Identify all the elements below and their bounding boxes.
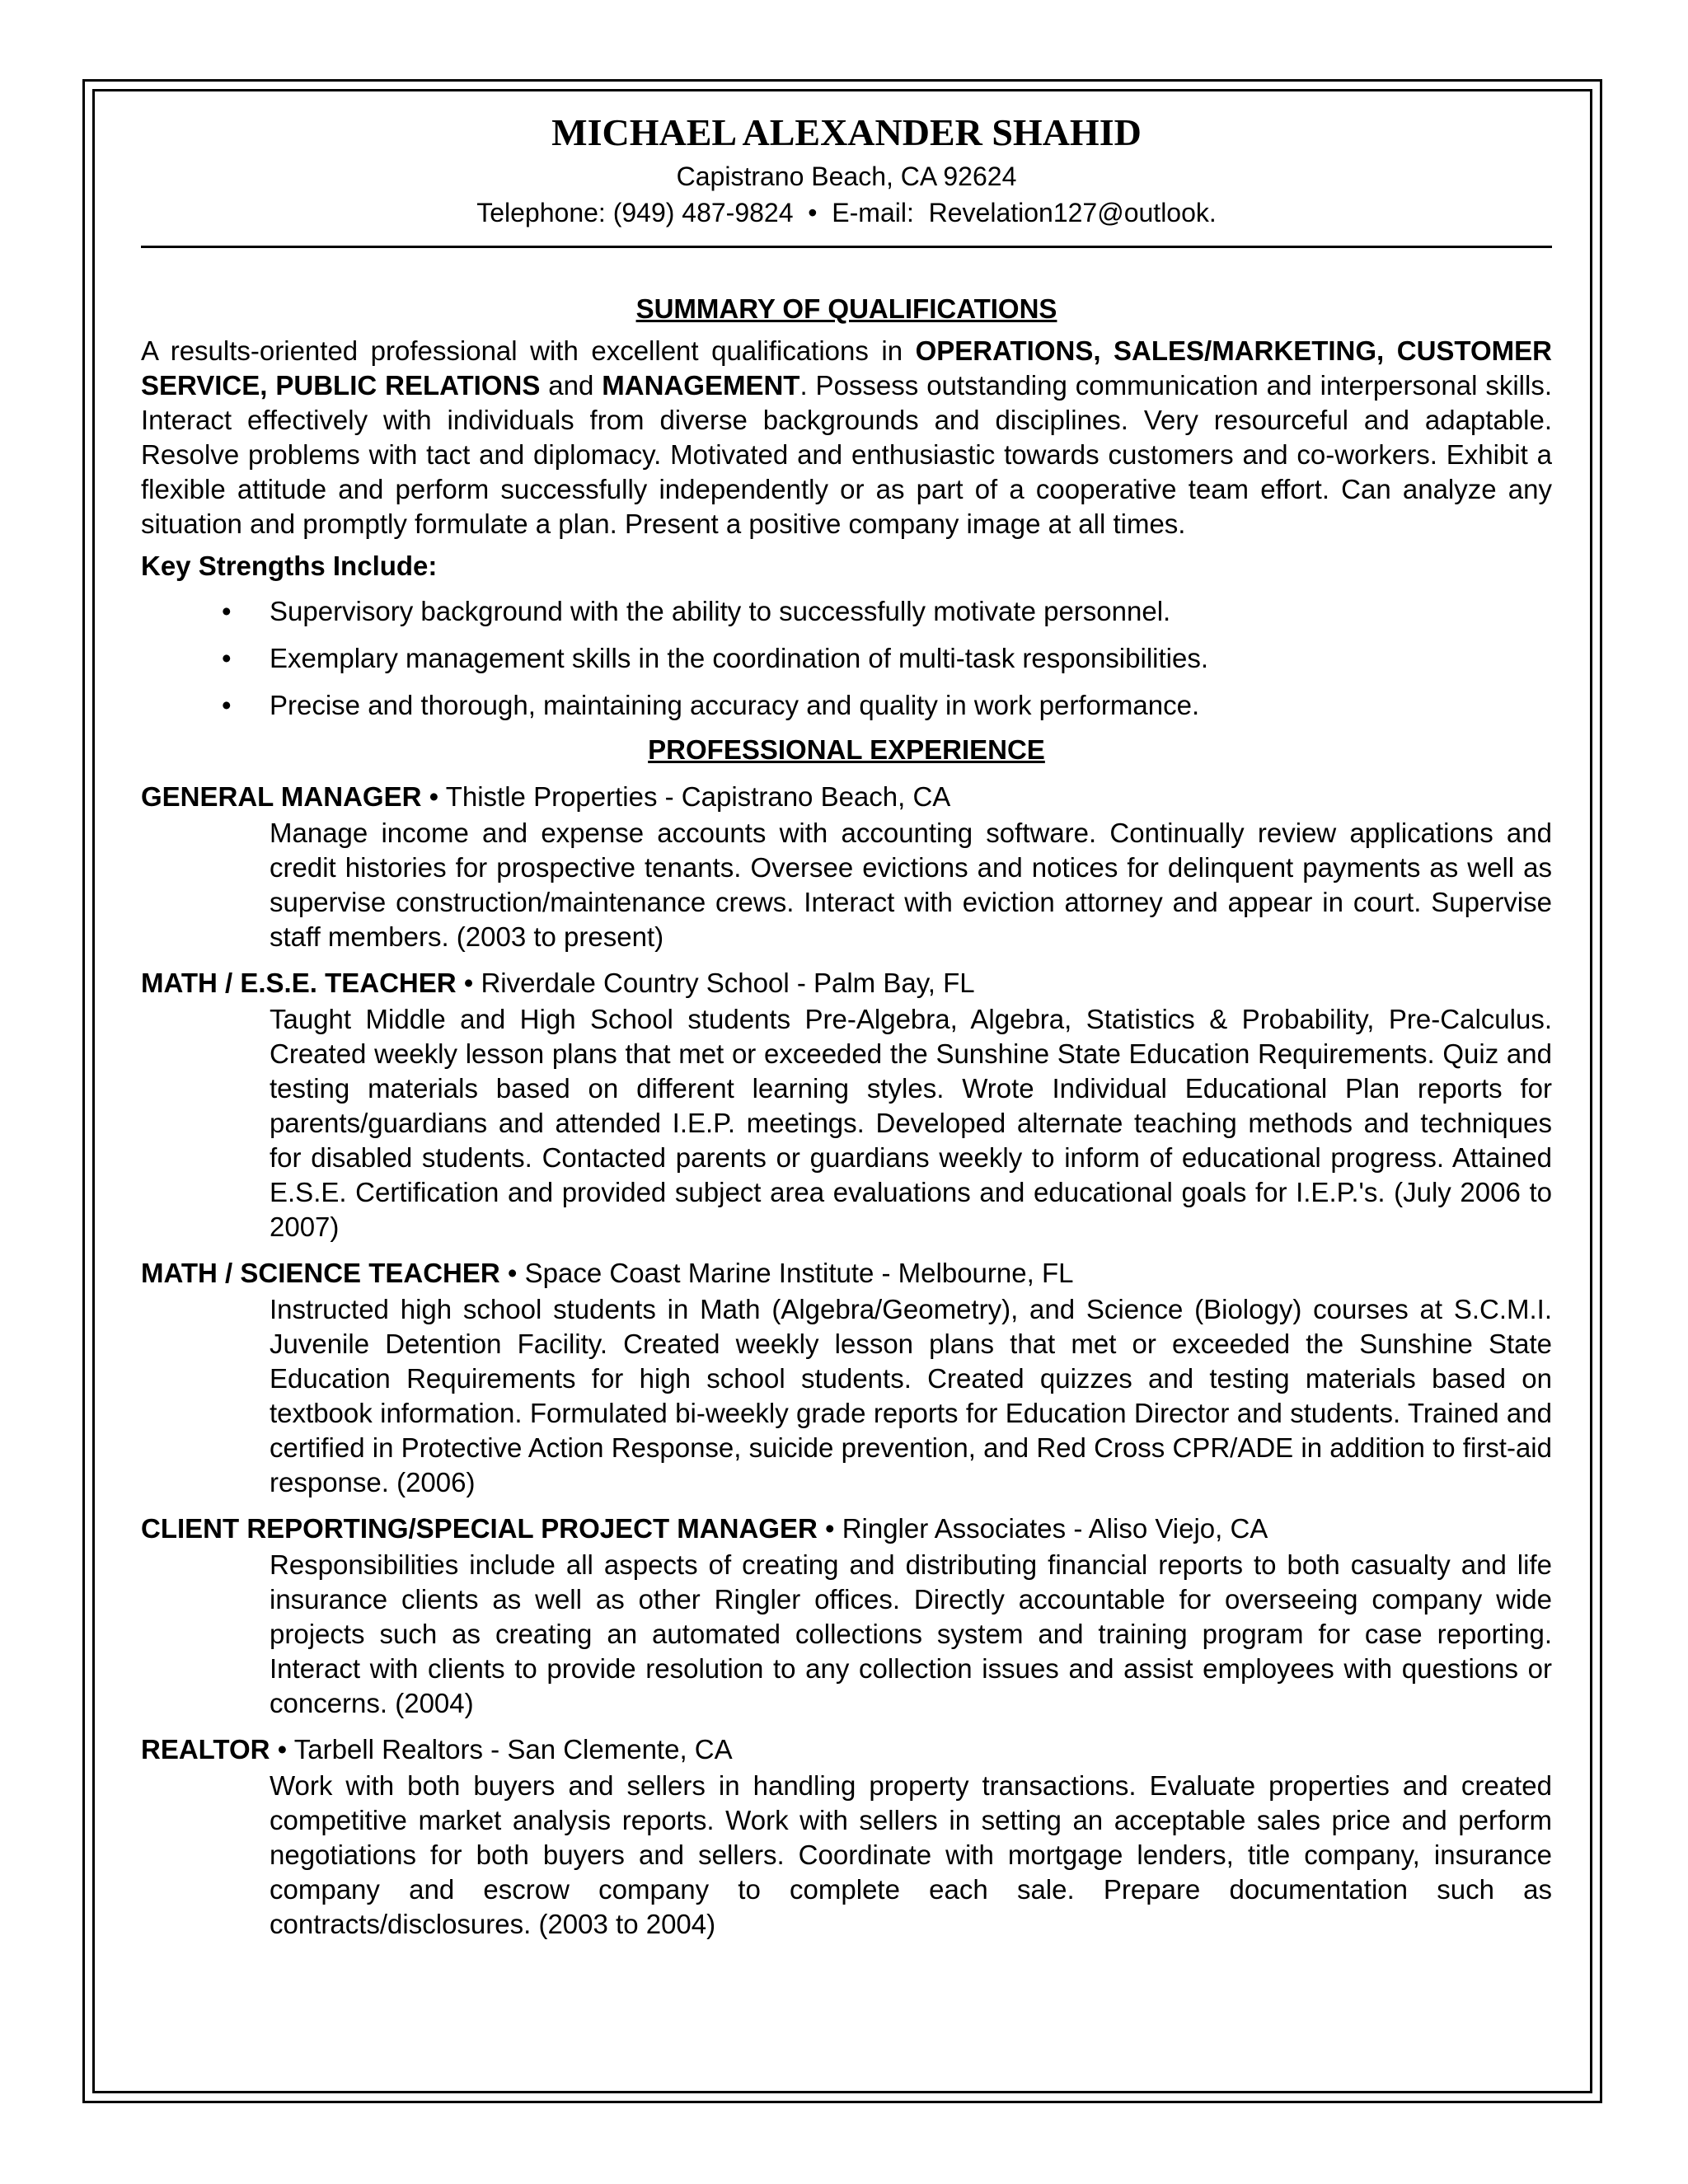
- job-description: Responsibilities include all aspects of creating and distributing financial reports to both casualty and life insurance clients as well as other Ringler offices. Directly accountable for overseeing company wide projects such as creating an automated collections system and training program for case reporting. Interact with clients to provide resolution to any collection issues and assist employees with questions or concerns. (2004): [270, 1549, 1552, 1718]
- job-title: CLIENT REPORTING/SPECIAL PROJECT MANAGER: [141, 1513, 818, 1544]
- list-item: • Exemplary management skills in the coordination of multi-task responsibilities.: [141, 635, 1552, 682]
- summary-management-bold: MANAGEMENT: [602, 370, 800, 401]
- bullet-icon: •: [222, 690, 232, 720]
- job-entry: [141, 1731, 1552, 1942]
- key-strengths-list: [141, 588, 1552, 729]
- email-address: Revelation127@outlook.: [928, 198, 1217, 227]
- list-item: • Supervisory background with the ability to successfully motivate personnel.: [141, 588, 1552, 635]
- job-entry: [141, 964, 1552, 1244]
- summary-paragraph: [141, 334, 1552, 541]
- summary-intro-1: A results-oriented professional with excellent qualifications in: [141, 335, 916, 366]
- phone-label: Telephone:: [476, 198, 606, 227]
- job-description: Work with both buyers and sellers in handling property transactions. Evaluate properties and created competitive market analysis reports. Work with sellers in setting an acceptable sales price and perform negotiations for both buyers and sellers. Coordinate with mortgage lenders, title company, insurance company and escrow company to complete each sale. Prepare documentation such as contracts/disclosures. (2003 to 2004): [270, 1770, 1552, 1939]
- job-separator: •: [499, 1258, 525, 1288]
- header-divider: [141, 246, 1552, 248]
- bullet-separator: •: [808, 198, 818, 227]
- job-separator: •: [421, 781, 446, 812]
- bullet-icon: •: [222, 596, 232, 626]
- job-title: MATH / E.S.E. TEACHER: [141, 968, 457, 998]
- job-separator: •: [817, 1513, 842, 1544]
- job-title: GENERAL MANAGER: [141, 781, 422, 812]
- job-company: Space Coast Marine Institute - Melbourne, FL: [524, 1258, 1074, 1288]
- job-company: Ringler Associates - Aliso Viejo, CA: [842, 1513, 1268, 1544]
- contact-line: [141, 194, 1552, 231]
- job-header: [141, 964, 1552, 1002]
- job-entry: [141, 778, 1552, 954]
- job-title: REALTOR: [141, 1734, 270, 1765]
- job-entry: [141, 1254, 1552, 1500]
- job-header: [141, 1510, 1552, 1548]
- key-strengths-heading: Key Strengths Include:: [141, 551, 438, 581]
- job-description: Instructed high school students in Math (Algebra/Geometry), and Science (Biology) courses at S.C.M.I. Juvenile Detention Facility. Created weekly lesson plans that met or exceeded the Sunshine State Education Requirements for high school students. Created quizzes and testing materials based on textbook information. Formulated bi-weekly grade reports for Education Director and students. Trained and certified in Protective Action Response, suicide prevention, and Red Cross CPR/ADE in addition to first-aid response. (2006): [270, 1294, 1552, 1497]
- job-header: [141, 778, 1552, 816]
- job-company: Riverdale Country School - Palm Bay, FL: [481, 968, 975, 998]
- bullet-icon: •: [222, 643, 232, 673]
- email-label: E-mail:: [832, 198, 914, 227]
- job-separator: •: [270, 1734, 294, 1765]
- phone-number: (949) 487-9824: [612, 198, 794, 227]
- experience-heading: PROFESSIONAL EXPERIENCE: [648, 734, 1045, 765]
- list-item: • Precise and thorough, maintaining accuracy and quality in work performance.: [141, 682, 1552, 729]
- candidate-name: MICHAEL ALEXANDER SHAHID: [551, 111, 1142, 153]
- job-header: [141, 1254, 1552, 1292]
- summary-body: . Possess outstanding communication and interpersonal skills. Interact effectively with individuals from diverse backgrounds and disciplines. Very resourceful and adaptable. Resolve problems with tact and diplomacy. Motivated and enthusiastic towards customers and co-workers. Exhibit a flexible attitude and perform successfully independently or as part of a cooperative team effort. Can analyze any situation and promptly formulate a plan. Present a positive company image at all times.: [141, 370, 1552, 539]
- job-title: MATH / SCIENCE TEACHER: [141, 1258, 500, 1288]
- summary-intro-2: and: [540, 370, 603, 401]
- job-company: Tarbell Realtors - San Clemente, CA: [293, 1734, 733, 1765]
- job-header: [141, 1731, 1552, 1769]
- job-description: Manage income and expense accounts with accounting software. Continually review applications and credit histories for prospective tenants. Oversee evictions and notices for delinquent payments as well as supervise construction/maintenance crews. Interact with eviction attorney and appear in court. Supervise staff members. (2003 to present): [270, 818, 1552, 952]
- address: Capistrano Beach, CA 92624: [676, 162, 1017, 191]
- summary-skills-bold: OPERATIONS, SALES/MARKETING, CUSTOMER SERVICE, PUBLIC RELATIONS: [141, 335, 1552, 401]
- job-separator: •: [456, 968, 481, 998]
- job-company: Thistle Properties - Capistrano Beach, CA: [445, 781, 951, 812]
- resume-page: [141, 107, 1552, 1942]
- job-description: Taught Middle and High School students Pre-Algebra, Algebra, Statistics & Probability, Pre-Calculus. Created weekly lesson plans that met or exceeded the Sunshine State Education Requirements. Quiz and testing materials based on different learning styles. Wrote Individual Educational Plan reports for parents/guardians and attended I.E.P. meetings. Developed alternate teaching methods and techniques for disabled students. Contacted parents or guardians weekly to inform of educational progress. Attained E.S.E. Certification and provided subject area evaluations and educational goals for I.E.P.'s. (July 2006 to 2007): [270, 1004, 1552, 1242]
- job-entry: [141, 1510, 1552, 1721]
- summary-heading: SUMMARY OF QUALIFICATIONS: [635, 293, 1057, 324]
